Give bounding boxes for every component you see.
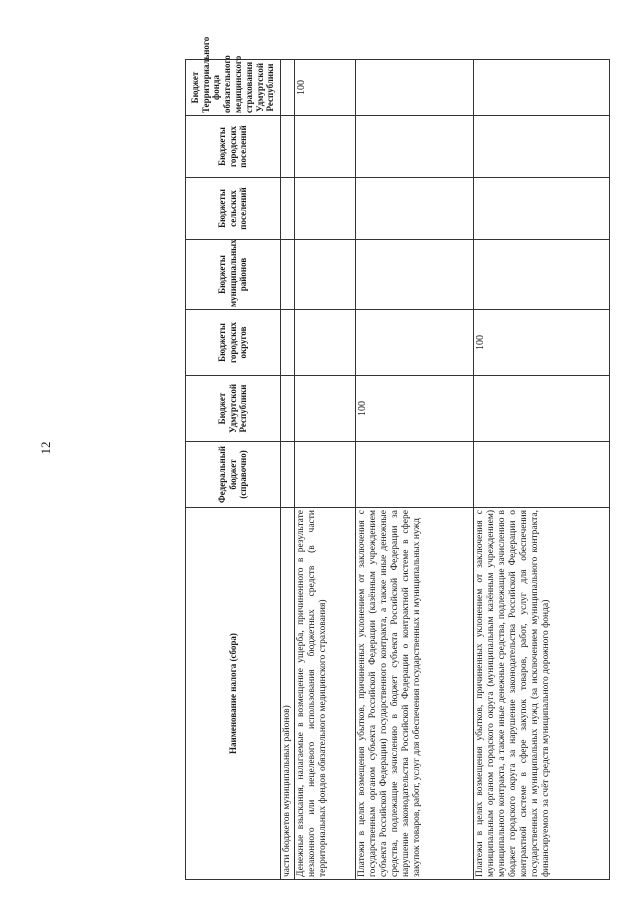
value-cell — [473, 376, 609, 442]
value-cell — [295, 240, 356, 310]
value-cell — [281, 240, 295, 310]
value-cell: 100 — [356, 376, 473, 442]
budget-distribution-table — [185, 36, 610, 880]
value-cell — [356, 442, 473, 508]
value-cell — [356, 116, 473, 178]
value-cell — [295, 178, 356, 240]
header-federal-budget: Федеральный бюджет (справочно) — [186, 442, 281, 508]
value-cell — [356, 310, 473, 376]
table-row — [473, 60, 609, 880]
value-cell — [281, 178, 295, 240]
header-municipal-districts: Бюджеты муниципальных районов — [186, 240, 281, 310]
header-republic-budget: Бюджет Удмуртской Республики — [186, 376, 281, 442]
value-cell — [356, 240, 473, 310]
value-cell — [473, 178, 609, 240]
tax-name-cell: части бюджетов муниципальных районов) — [281, 508, 295, 880]
value-cell — [281, 376, 295, 442]
tax-name-cell: Платежи в целях возмещения убытков, причиненных уклонением от заключения с государственным органом субъекта Российской Федерации (казённым учреждением субъекта Российской Федерации) государственного контракта, а также иные денежные средства, подлежащие зачислению в бюджет субъекта Российской Федерации за нарушение законодательства Российской Федерации о контрактной системе в сфере закупок товаров, работ, услуг для обеспечения государственных и муниципальных нужд — [356, 508, 473, 880]
page-number: 12 — [38, 441, 53, 455]
header-tax-name: Наименование налога (сбора) — [186, 508, 281, 880]
value-cell: 100 — [473, 310, 609, 376]
value-cell — [473, 60, 609, 116]
tax-name-cell: Денежные взыскания, налагаемые в возмещение ущерба, причиненного в результате незаконного или нецелевого использования бюджетных средств (в части территориальных фондов обязательного медицинского страхования) — [295, 508, 356, 880]
value-cell — [295, 442, 356, 508]
header-rural-settlements: Бюджеты сельских поселений — [186, 178, 281, 240]
value-cell — [281, 310, 295, 376]
table-header-row — [186, 60, 281, 880]
header-city-districts: Бюджеты городских округов — [186, 310, 281, 376]
table-row — [281, 60, 295, 880]
value-cell — [356, 60, 473, 116]
rotated-page-content — [185, 36, 610, 880]
value-cell — [473, 442, 609, 508]
value-cell — [295, 116, 356, 178]
value-cell — [281, 60, 295, 116]
value-cell — [473, 240, 609, 310]
value-cell — [356, 178, 473, 240]
value-cell — [295, 376, 356, 442]
value-cell — [295, 310, 356, 376]
table-row — [295, 60, 356, 880]
table-row — [356, 60, 473, 880]
value-cell: 100 — [295, 60, 356, 116]
header-urban-settlements: Бюджеты городских поселений — [186, 116, 281, 178]
header-medical-insurance-fund: Бюджет Территориального фонда обязательного медицинского страхования Удмуртской Республики — [186, 60, 281, 116]
value-cell — [473, 116, 609, 178]
value-cell — [281, 442, 295, 508]
tax-name-cell: Платежи в целях возмещения убытков, причиненных уклонением от заключения с муниципальным органом городского округа (муниципальным казённым учреждением) муниципального контракта, а также иные денежные средства, подлежащие зачислению в бюджет городского округа за нарушение законодательства Российской Федерации о контрактной системе в сфере закупок товаров, работ, услуг для обеспечения государственных и муниципальных нужд (за исключением муниципального контракта, финансируемого за счёт средств муниципального дорожного фонда) — [473, 508, 609, 880]
value-cell — [281, 116, 295, 178]
